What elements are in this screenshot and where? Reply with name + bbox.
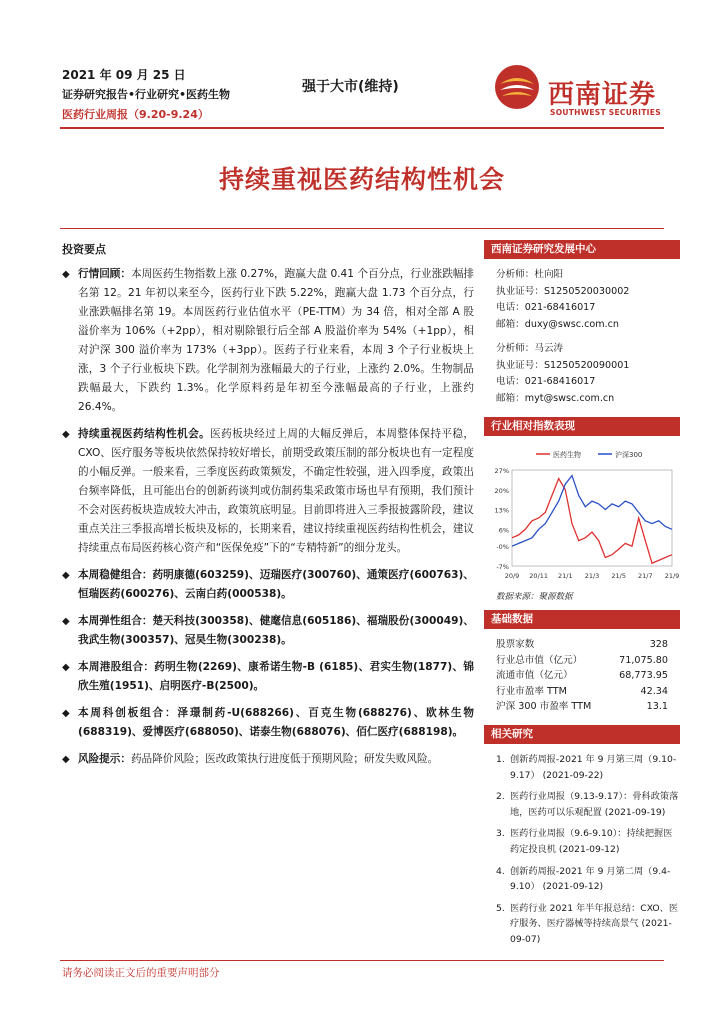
analyst-name: 分析师：杜向阳: [496, 269, 564, 280]
relative-index-chart: [484, 444, 680, 588]
paragraph-label: 本周港股组合：: [78, 661, 155, 673]
x-tick-label: 21/9: [664, 572, 680, 580]
analyst-list: [484, 259, 680, 407]
table-row: [496, 699, 680, 715]
item-text: 创新药周报-2021 年 9 月第二周（9.4-9.10） (2021-09-12): [510, 865, 671, 893]
paragraph-label: 本周稳健组合：: [78, 569, 153, 581]
footer-divider: [60, 960, 664, 961]
sidebar: [484, 240, 680, 954]
paragraph-text: 本周医药生物指数上涨 0.27%，跑赢大盘 0.41 个百分点，行业涨跌幅排名第 12。21 年初以来至今，医药行业下跌 5.22%，跑赢大盘 1.73 个百分点，行业涨跌幅排名第 19。本周医药行业估值水平（PE-TTM）为 34 倍，相对全部 A 股溢价率为 106%（+2pp），相对剔除银行后全部 A 股溢价率为 54%（+1pp），相对沪深 300 溢价率为 173%（+3pp）。医药子行业来看，本周 3 个子行业板块上涨，3 个子行业板块下跌。化学制剂为涨幅最大的子行业，上涨约 2.0%。生物制品跌幅最大，下跌约 1.3%。化学原料药是年初至今涨幅最高的子行业，上涨约 26.4%。: [78, 268, 475, 413]
row-label: 流通市值（亿元）: [496, 670, 573, 682]
chart-svg: [484, 444, 680, 588]
analyst-phone: 电话：021-68416017: [496, 376, 596, 387]
series-line-pharma: [512, 479, 672, 564]
item-text: 医药行业周报（9.6-9.10）：持续把握医药定投良机 (2021-09-12): [510, 828, 673, 855]
y-tick-label: 27%: [494, 467, 509, 475]
diamond-bullet-icon: ◆: [62, 662, 70, 673]
paragraph-text: 药明康德(603259)、迈瑞医疗(300760)、通策医疗(600763)、恒瑞医药(600276)、云南白药(000538)。: [78, 569, 475, 600]
industry-rating: 强于大市(维持): [302, 79, 399, 95]
diamond-bullet-icon: ◆: [62, 616, 70, 627]
paragraph-text: 泽璟制药-U(688266)、百克生物(688276)、欧林生物(688319)、爱博医疗(688050)、诺泰生物(688076)、佰仁医疗(688198)。: [78, 707, 474, 738]
item-text: 创新药周报-2021 年 9 月第三周（9.10-9.17） (2021-09-22): [510, 753, 677, 781]
analyst-license: 执业证号：S1250520030002: [496, 285, 630, 297]
paragraph-label: 风险提示：: [78, 753, 131, 765]
list-item[interactable]: [496, 901, 680, 948]
paragraph-text: 医药板块经过上周的大幅反弹后，本周整体保持平稳，CXO、医疗服务等板块依然保持较好增长，前期受政策压制的部分板块也有一定程度的小幅反弹。一般来看，三季度医药政策频发，不确定性较强，进入四季度，政策出台频率降低，且可能出台的创新药谈判或仿制药集采政策市场也早有预期，我们预计不会对医药板块造成较大冲击，政策筑底明显。目前即将进入三季报披露阶段，建议重点关注三季报高增长板块及标的，长期来看，建议持续重视医药结构性机会，建议持续重点布局医药核心资产和“医保免疫”下的“专精特新”的细分龙头。: [78, 428, 474, 554]
row-value: 328: [649, 639, 668, 650]
report-date: 2021 年 09 月 25 日: [62, 68, 186, 82]
paragraph-label: 持续重视医药结构性机会。: [78, 428, 211, 440]
fundamentals-heading: 基础数据: [484, 610, 680, 629]
x-tick-label: 20/11: [529, 572, 549, 580]
y-tick-label: 20%: [494, 486, 509, 495]
analyst-phone: 电话：021-68416017: [496, 302, 596, 313]
chart-source: 数据来源：聚源数据: [496, 592, 573, 602]
row-value: 13.1: [646, 701, 668, 713]
paragraph-elastic-portfolio: [62, 612, 474, 650]
footer-disclaimer[interactable]: 请务必阅读正文后的重要声明部分: [62, 967, 220, 979]
row-value: 42.34: [640, 685, 668, 697]
row-label: 股票家数: [496, 639, 535, 650]
paragraph-text: 楚天科技(300358)、健麾信息(605186)、福瑞股份(300049)、我武生物(300357)、冠昊生物(300238)。: [78, 615, 475, 646]
row-value: 68,773.95: [619, 670, 668, 682]
paragraph-structural-opportunity: [62, 425, 474, 558]
diamond-bullet-icon: ◆: [62, 429, 70, 440]
diamond-bullet-icon: ◆: [62, 570, 70, 581]
item-text: 医药行业 2021 年半年报总结：CXO、医疗服务、医疗器械等持续高景气 (2021-09-07): [510, 902, 679, 945]
table-row: [496, 684, 680, 700]
list-item[interactable]: [496, 752, 680, 783]
logo-text-en: SOUTHWEST SECURITIES: [550, 108, 661, 117]
table-row: [496, 668, 680, 684]
diamond-bullet-icon: ◆: [62, 754, 70, 765]
report-type: 医药行业周报（9.20-9.24）: [62, 108, 209, 121]
southwest-logo-icon: [494, 64, 540, 110]
x-tick-label: 20/9: [504, 572, 520, 580]
y-tick-label: -0%: [496, 543, 509, 552]
paragraph-label: 行情回顾：: [78, 268, 132, 280]
logo-text-cn: 西南证券: [548, 80, 657, 110]
item-number: 1.: [496, 753, 505, 765]
row-label: 行业市盈率 TTM: [496, 685, 567, 697]
chart-heading: 行业相对指数表现: [484, 417, 680, 436]
analyst-license: 执业证号：S1250520090001: [496, 359, 630, 371]
fundamentals-table: [484, 629, 680, 715]
table-row: [496, 653, 680, 669]
report-title: 持续重视医药结构性机会: [218, 165, 505, 194]
paragraph-text: 药明生物(2269)、康希诺生物-B (6185)、君实生物(1877)、锦欣生殖(1951)、启明医疗-B(2500)。: [78, 661, 474, 692]
paragraph-text: 药品降价风险；医改政策执行进度低于预期风险；研发失败风险。: [130, 753, 439, 765]
x-tick-label: 21/5: [611, 572, 626, 580]
item-text: 医药行业周报（9.13-9.17）：骨科政策落地，医药可以乐观配置 (2021-09-19): [510, 791, 679, 818]
y-tick-label: 13%: [494, 506, 509, 515]
paragraph-market-review: [62, 265, 474, 417]
x-tick-label: 21/3: [584, 572, 600, 580]
row-value: 71,075.80: [619, 654, 668, 666]
row-label: 行业总市值（亿元）: [496, 654, 583, 666]
investment-highlights: [62, 240, 474, 777]
section-heading: 投资要点: [62, 243, 106, 256]
item-number: 3.: [496, 828, 505, 840]
report-category: 证券研究报告•行业研究•医药生物: [62, 88, 231, 101]
analyst-name: 分析师：马云涛: [496, 343, 564, 354]
title-divider: [60, 228, 664, 229]
y-tick-label: 6%: [498, 526, 509, 535]
table-row: [496, 637, 680, 653]
paragraph-star-portfolio: [62, 704, 474, 742]
series-line-csi300: [512, 476, 672, 547]
legend-label: 医药生物: [553, 451, 581, 459]
related-heading: 相关研究: [484, 725, 680, 744]
analyst-email[interactable]: 邮箱：duxy@swsc.com.cn: [496, 318, 619, 330]
related-list: [484, 744, 680, 948]
research-center-heading: 西南证券研究发展中心: [484, 240, 680, 259]
legend-label: 沪深300: [615, 451, 643, 459]
row-label: 沪深 300 市盈率 TTM: [496, 701, 592, 713]
list-item[interactable]: [496, 826, 680, 857]
x-tick-label: 21/1: [558, 572, 573, 580]
list-item[interactable]: [496, 864, 680, 895]
diamond-bullet-icon: ◆: [62, 269, 70, 280]
analyst-email[interactable]: 邮箱：myt@swsc.com.cn: [496, 392, 615, 404]
paragraph-label: 本周弹性组合：: [78, 615, 153, 627]
header-divider: [60, 127, 664, 129]
diamond-bullet-icon: ◆: [62, 708, 70, 719]
paragraph-risk: [62, 750, 474, 769]
item-number: 5.: [496, 902, 505, 914]
item-number: 2.: [496, 791, 505, 803]
paragraph-hk-portfolio: [62, 658, 474, 696]
list-item[interactable]: [496, 789, 680, 820]
item-number: 4.: [496, 865, 505, 877]
x-tick-label: 21/7: [638, 572, 653, 580]
paragraph-label: 本周科创板组合：: [78, 707, 178, 719]
y-tick-label: -7%: [496, 563, 509, 571]
paragraph-stable-portfolio: [62, 566, 474, 604]
